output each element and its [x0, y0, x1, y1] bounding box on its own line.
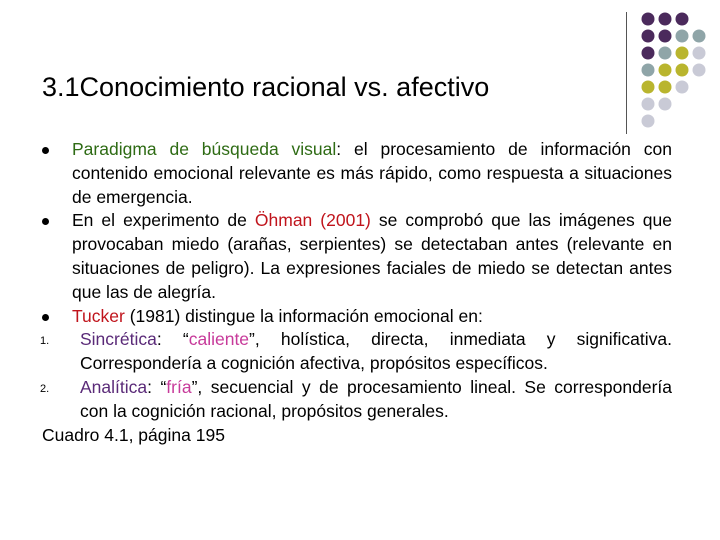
- decorative-dot: [642, 64, 655, 77]
- bullet-item-tucker: [42, 305, 672, 329]
- bullet-text: (1981) distingue la información emocional en:: [124, 305, 483, 326]
- decorative-dot: [676, 64, 689, 77]
- list-number: 2.: [40, 382, 50, 395]
- decorative-dot: [642, 98, 655, 111]
- decorative-dot: [676, 47, 689, 60]
- reference-tucker: Tucker: [72, 305, 125, 326]
- reference-ohman: Öhman (2001): [254, 210, 371, 231]
- divider-line: [626, 12, 627, 134]
- decorative-dot: [659, 81, 672, 94]
- bullet-text: : el procesamiento de información con contenido emocional relevante es más rápido, como respuesta a situaciones de emergencia.: [72, 139, 672, 207]
- decorative-dot: [659, 98, 672, 111]
- numbered-item-analytic: [42, 376, 672, 424]
- source-reference: Cuadro 4.1, página 195: [42, 424, 225, 445]
- bullet-item-visual-search: [42, 138, 672, 209]
- decorative-dot: [693, 64, 706, 77]
- slide-body: [42, 138, 672, 447]
- quoted-hot: caliente: [188, 329, 250, 350]
- bullet-dot-icon: [42, 314, 49, 321]
- bullet-item-ohman: [42, 209, 672, 304]
- item-text-mid: : “: [156, 329, 189, 350]
- term-visual-search: Paradigma de búsqueda visual: [72, 139, 337, 159]
- decorative-dot: [659, 30, 672, 43]
- bullet-text-pre: En el experimento de: [72, 210, 255, 231]
- decorative-dot: [659, 47, 672, 60]
- decorative-dot: [642, 30, 655, 43]
- item-text-mid: : “: [147, 376, 167, 397]
- decorative-dot: [642, 47, 655, 60]
- decorative-dot: [659, 13, 672, 26]
- slide-title: 3.1Conocimiento racional vs. afectivo: [42, 72, 490, 102]
- item-text: ”, secuencial y de procesamiento lineal. Se correspondería con la cognición racional, propósitos generales.: [80, 376, 672, 421]
- bullet-text: se comprobó que las imágenes que provocaban miedo (arañas, serpientes) se detectaban antes (relevante en situaciones de peligro). La expresiones faciales de miedo se detectan antes que las de alegría.: [72, 210, 672, 302]
- decorative-dot: [693, 30, 706, 43]
- decorative-dot: [676, 30, 689, 43]
- decorative-dot: [659, 64, 672, 77]
- decorative-dot: [693, 47, 706, 60]
- decorative-dot: [676, 81, 689, 94]
- bullet-dot-icon: [42, 218, 49, 225]
- list-number: 1.: [40, 335, 50, 348]
- term-analytic: Analítica: [80, 376, 148, 397]
- decorative-dot: [642, 81, 655, 94]
- numbered-item-syncretic: [42, 328, 672, 376]
- decorative-dot: [642, 115, 655, 128]
- decorative-dot-grid: [640, 12, 716, 132]
- decorative-dot: [676, 13, 689, 26]
- term-syncretic: Sincrética: [80, 329, 157, 350]
- bullet-dot-icon: [42, 147, 49, 154]
- quoted-cold: fría: [166, 376, 192, 397]
- item-text: ”, holística, directa, inmediata y significativa. Correspondería a cognición afectiva, propósitos específicos.: [80, 329, 672, 374]
- decorative-dot: [642, 13, 655, 26]
